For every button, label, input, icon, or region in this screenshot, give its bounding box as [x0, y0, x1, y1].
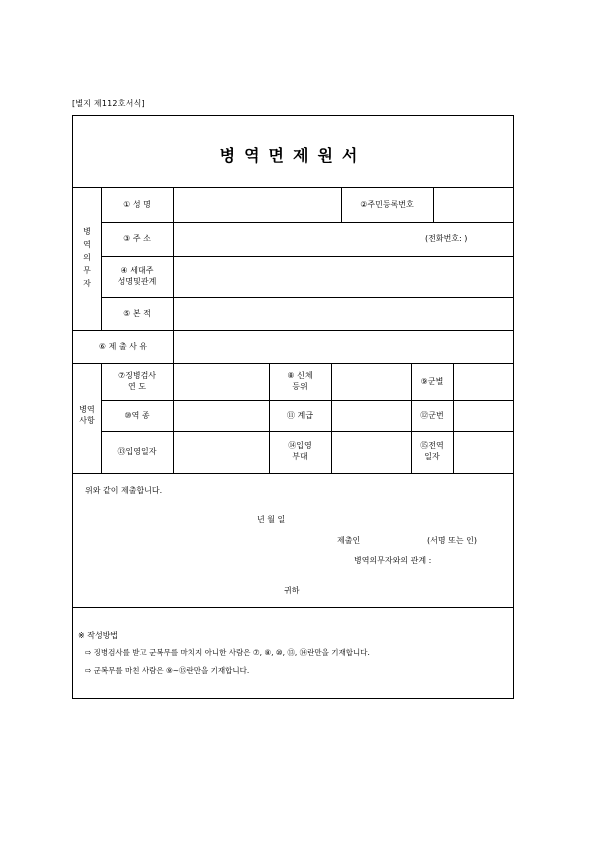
domicile-label: ⑤ 본 적	[123, 309, 151, 318]
phone-label: (전화번호: )	[425, 234, 468, 243]
reason-label: ⑥ 제 출 사 유	[98, 342, 148, 351]
address-label: ③ 주 소	[123, 234, 151, 243]
discharge-date-label: ⑮전역 일자	[420, 441, 444, 461]
branch-field[interactable]	[453, 364, 513, 400]
discharge-date-field[interactable]	[453, 432, 513, 473]
household-head-label: ④ 세대주 성명및관계	[117, 266, 157, 286]
page-title: 병역면제원서	[219, 146, 367, 165]
enlistment-unit-label: ⑭입영 부대	[288, 441, 312, 461]
reason-field[interactable]	[173, 331, 513, 363]
service-number-field[interactable]	[453, 401, 513, 431]
domicile-field[interactable]	[173, 298, 513, 330]
household-head-field[interactable]	[173, 257, 513, 297]
instruction-item: ⇨ 징병검사를 받고 군복무를 마치지 아니한 사람은 ⑦, ⑧, ⑩, ⑬, ⑭란만을 기재합니다.	[85, 648, 370, 657]
instructions-heading: ※ 작성방법	[78, 631, 119, 640]
submission-date: 년 월 일	[257, 515, 286, 524]
exam-year-field[interactable]	[173, 364, 269, 400]
rrn-field[interactable]	[433, 188, 513, 222]
enlistment-date-field[interactable]	[173, 432, 269, 473]
service-type-label: ⑩역 종	[124, 411, 150, 420]
application-form	[72, 115, 514, 699]
rank-label: ⑪ 계급	[287, 411, 313, 420]
statement-text: 위와 같이 제출합니다.	[85, 486, 163, 495]
instruction-item: ⇨ 군복무를 마친 사람은 ⑨~⑮란만을 기재합니다.	[85, 666, 250, 675]
signature-label: (서명 또는 인)	[427, 536, 477, 545]
service-side-label: 병역 사항	[79, 405, 95, 425]
rank-field[interactable]	[331, 401, 411, 431]
branch-label: ⑨군별	[420, 377, 444, 386]
physical-grade-field[interactable]	[331, 364, 411, 400]
address-field[interactable]	[173, 223, 423, 256]
physical-grade-label: ⑧ 신체 등위	[287, 371, 313, 391]
addressee-label: 귀하	[284, 586, 300, 595]
service-type-field[interactable]	[173, 401, 269, 431]
service-number-label: ⑫군번	[420, 411, 444, 420]
enlistment-date-label: ⑬입영일자	[117, 447, 157, 456]
exam-year-label: ⑦징병검사 연 도	[117, 371, 157, 391]
form-number-label: [별지 제112호서식]	[72, 99, 145, 108]
rrn-label: ②주민등록번호	[360, 200, 414, 209]
obligor-side-label: 병 역 의 무 자	[83, 227, 91, 288]
submitter-label: 제출인	[337, 536, 361, 545]
name-field[interactable]	[173, 188, 341, 222]
relation-label: 병역의무자와의 관계 :	[354, 556, 432, 565]
enlistment-unit-field[interactable]	[331, 432, 411, 473]
name-label: ① 성 명	[123, 200, 151, 209]
